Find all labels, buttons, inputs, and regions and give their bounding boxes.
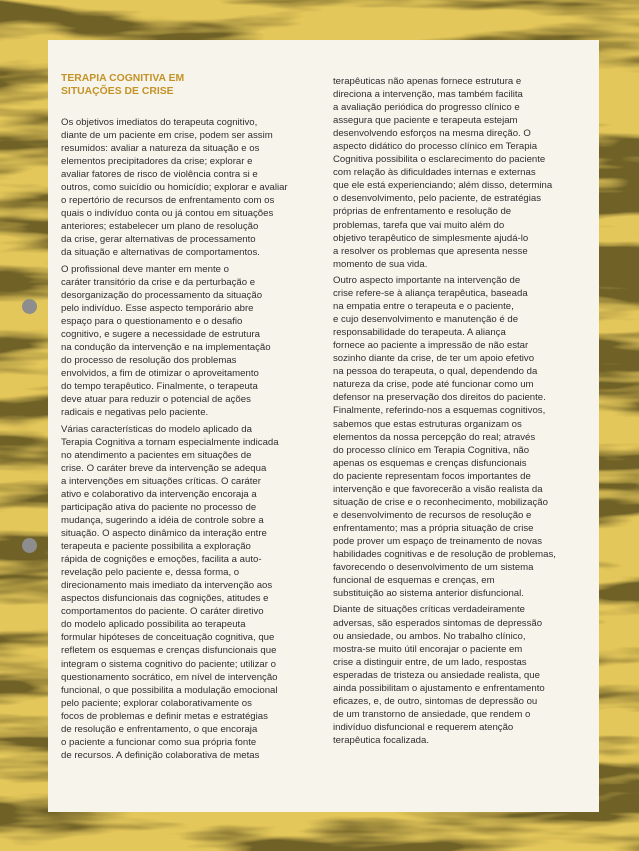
text-line: a avaliação periódica do progresso clínico e (333, 102, 520, 114)
section-title (61, 73, 293, 98)
paragraph (61, 116, 293, 260)
text-line: diante de um paciente em crise, podem ser assim (61, 130, 273, 142)
text-line: desenvolvendo esforços na mesma direção. O (333, 128, 531, 140)
text-line: Cognitiva possibilita o esclarecimento do paciente (333, 154, 546, 166)
text-line: responsabilidade do terapeuta. A aliança (333, 327, 506, 339)
text-line: próprias de enfrentamento e resolução de (333, 206, 512, 218)
text-line: formular hipóteses de conceituação cognitiva, que (61, 632, 275, 644)
text-line: defensor na preservação dos direitos do paciente. (333, 392, 546, 404)
text-line: mostra-se muito útil encorajar o paciente em (333, 643, 523, 655)
text-line: sozinho diante da crise, de ter um apoio efetivo (333, 353, 535, 365)
text-line: deve atuar para reduzir o potencial de ações (61, 394, 251, 406)
text-line: de um transtorno de ansiedade, que rendem o (333, 708, 531, 720)
text-line: e cujo desenvolvimento e manutenção é de (333, 314, 519, 326)
text-line: outros, como suicídio ou homicídio; explorar e avaliar (61, 182, 288, 194)
text-line: Diante de situações críticas verdadeiramente (333, 604, 525, 616)
section-title-line: SITUAÇÕES DE CRISE (61, 85, 174, 97)
text-line: Finalmente, referindo-nos a esquemas cognitivos, (333, 405, 546, 417)
text-line: fornece ao paciente a impressão de não estar (333, 340, 529, 352)
text-line: momento de sua vida. (333, 258, 428, 270)
text-line: mudança, sugerindo a idéia de controle sobre a (61, 515, 264, 526)
text-line: terapêuticas não apenas fornece estrutura e (333, 76, 522, 87)
text-line: a intervenções em situações críticas. O caráter (61, 475, 261, 487)
paragraph (61, 263, 293, 420)
text-line: espaço para o questionamento e o desafio (61, 316, 243, 327)
text-line: pelo indivíduo. Esse aspecto temporário abre (61, 302, 254, 314)
text-line: que ele está experienciando; além disso, determina (333, 180, 553, 192)
text-line: focos de problemas e definir metas e estratégias (61, 710, 268, 722)
text-line: problemas, tarefa que vai muito além do (333, 219, 505, 231)
text-line: aspecto didático do processo clínico em Terapia (333, 141, 538, 153)
paragraph (333, 75, 565, 271)
left-column (61, 73, 293, 765)
text-line: funcional, o que possibilita a modulação emocional (61, 684, 278, 696)
text-line: participação ativa do paciente no processo de (61, 501, 257, 513)
binder-hole (22, 299, 37, 314)
text-line: cognitivo, e sugere a necessidade de estrutura (61, 329, 260, 341)
text-line: de recursos. A definição colaborativa de metas (61, 749, 260, 761)
text-line: questionamento socrático, em nível de intervenção (61, 671, 278, 683)
text-line: crise a distinguir entre, de um lado, respostas (333, 656, 527, 668)
paragraph (61, 423, 293, 762)
text-line: avaliar fatores de risco de violência contra si e (61, 169, 258, 181)
text-line: ainda possibilitam o ajustamento e enfrentamento (333, 682, 545, 694)
text-line: elementos da nossa percepção do real; através (333, 431, 536, 443)
text-line: no atendimento a pacientes em situações de (61, 449, 252, 461)
text-line: indivíduo disfuncional e requerem atenção (333, 721, 514, 733)
text-line: direciona a intervenção, mas também facilita (333, 89, 523, 101)
text-line: substituição ao sistema anterior disfuncional. (333, 588, 524, 600)
text-line: terapêutica focalizada. (333, 734, 429, 746)
text-line: assegura que paciente e terapeuta estejam (333, 115, 518, 127)
text-line: rápida de cognições e emoções, facilita a auto- (61, 554, 262, 566)
text-line: do paciente representam focos importantes de (333, 470, 531, 482)
text-line: situação de crise e o reconhecimento, mobilização (333, 496, 548, 508)
text-line: refletem os esquemas e crenças disfuncionais que (61, 645, 277, 657)
text-line: de resolução e enfrentamento, o que encoraja (61, 723, 258, 735)
text-line: terapeuta e paciente possibilita a exploração (61, 541, 251, 553)
text-line: a resolver os problemas que apresenta nesse (333, 245, 528, 257)
text-line: o repertório de recursos de enfrentamento com os (61, 195, 275, 207)
page-panel (48, 40, 599, 812)
text-line: resumidos: avaliar a natureza da situação e os (61, 143, 260, 155)
text-line: na condução da intervenção e na implementação (61, 342, 271, 354)
text-line: do tempo terapêutico. Finalmente, o terapeuta (61, 381, 258, 393)
paragraph (333, 603, 565, 747)
paragraph (333, 274, 565, 600)
text-line: funcional de esquemas e crenças, em (333, 575, 495, 587)
text-line: envolvidos, a fim de otimizar o aproveitamento (61, 368, 259, 380)
text-line: direcionamento mais imediato da intervenção aos (61, 580, 273, 592)
text-line: com relação às dificuldades internas e externas (333, 167, 536, 179)
text-line: pelo paciente; explorar colaborativamente os (61, 697, 252, 709)
text-line: pode prover um espaço de treinamento de novas (333, 535, 543, 547)
text-line: do processo de resolução dos problemas (61, 355, 237, 367)
text-line: na pessoa do terapeuta, o qual, dependendo da (333, 366, 538, 378)
text-line: revelação pelo paciente e, dessa forma, o (61, 567, 240, 579)
text-line: Terapia Cognitiva a tornam especialmente indicada (61, 436, 279, 448)
text-line: do modelo aplicado possibilita ao terapeuta (61, 619, 246, 631)
text-line: crise. O caráter breve da intervenção se adequa (61, 462, 267, 474)
text-line: apenas os esquemas e crenças disfuncionais (333, 457, 527, 469)
text-line: eficazes, e, de outro, sintomas de depressão ou (333, 695, 538, 707)
text-line: habilidades cognitivas e de resolução de problemas, (333, 548, 556, 560)
text-line: integram o sistema cognitivo do paciente; utilizar o (61, 658, 276, 670)
text-line: radicais e negativas pelo paciente. (61, 407, 209, 419)
text-line: comportamentos do paciente. O caráter diretivo (61, 606, 264, 618)
text-line: da crise, gerar alternativas de processamento (61, 234, 256, 246)
text-line: Várias características do modelo aplicado da (61, 423, 252, 435)
text-line: adversas, são esperados sintomas de depressão (333, 617, 543, 629)
text-line: enfrentamento; mas a própria situação de crise (333, 522, 534, 534)
text-line: ou ansiedade, ou ambos. No trabalho clínico, (333, 630, 526, 642)
text-line: do processo clínico em Terapia Cognitiva, não (333, 444, 530, 456)
text-line: na empatia entre o terapeuta e o paciente, (333, 301, 514, 313)
text-line: o paciente a funcionar como sua própria fonte (61, 736, 257, 748)
text-line: elementos precipitadores da crise; explorar e (61, 156, 253, 168)
binder-hole (22, 538, 37, 553)
text-line: Os objetivos imediatos do terapeuta cognitivo, (61, 117, 258, 128)
text-line: esperadas de tristeza ou ansiedade realista, que (333, 669, 540, 681)
text-line: sabemos que estas estruturas organizam os (333, 418, 522, 430)
text-line: favorecendo o desenvolvimento de um sistema (333, 562, 534, 574)
text-line: situação. O aspecto dinâmico da interação entre (61, 528, 267, 540)
right-column (333, 75, 565, 750)
text-line: desorganização do processamento da situação (61, 289, 263, 301)
section-title-line: TERAPIA COGNITIVA EM (61, 73, 185, 84)
text-line: o desenvolvimento, pelo paciente, de estratégias (333, 193, 541, 205)
text-line: e desenvolvimento de recursos de resolução e (333, 509, 532, 521)
text-line: crise refere-se à aliança terapêutica, baseada (333, 288, 528, 300)
text-line: da situação e alternativas de comportamentos. (61, 247, 260, 259)
text-line: natureza da crise, pode até funcionar como um (333, 379, 534, 391)
text-line: aspectos disfuncionais das cognições, atitudes e (61, 593, 269, 605)
text-line: anteriores; estabelecer um plano de resolução (61, 221, 259, 233)
text-line: quais o indivíduo conta ou já contou em situações (61, 208, 274, 220)
text-line: objetivo terapêutico de simplesmente ajudá-lo (333, 232, 529, 244)
text-line: Outro aspecto importante na intervenção de (333, 275, 521, 286)
text-line: intervenção e que favorecerão a visão realista da (333, 483, 543, 495)
text-line: O profissional deve manter em mente o (61, 263, 229, 275)
text-line: caráter transitório da crise e da perturbação e (61, 276, 256, 288)
text-line: ativo e colaborativo da intervenção encoraja a (61, 488, 257, 500)
